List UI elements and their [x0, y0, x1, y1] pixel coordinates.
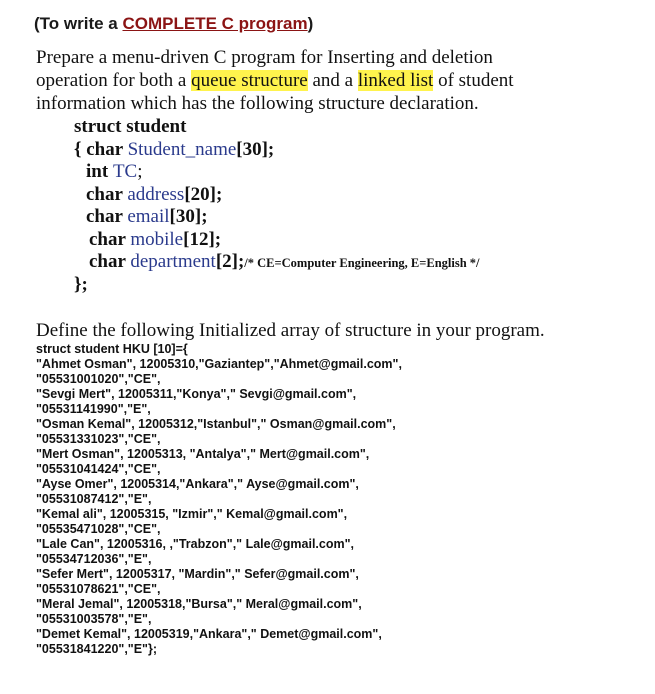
field-student-name: Student_name: [127, 139, 237, 160]
intro-line-2-middle: and a: [307, 70, 358, 91]
array-line: "Mert Osman", 12005313, "Antalya"," Mert@gmail.com",: [36, 447, 370, 461]
intro-line-2-after: of student: [433, 70, 514, 91]
highlight-linked-list: linked list: [357, 70, 434, 91]
struct-line-6-size: [12];: [183, 229, 222, 250]
struct-line-2-size: [30];: [236, 139, 275, 160]
struct-line-1: [74, 116, 186, 139]
struct-line-2-type: { char: [74, 139, 128, 160]
assignment-heading: [34, 14, 313, 34]
struct-line-3: [86, 161, 143, 184]
struct-line-5-size: [30];: [169, 206, 208, 227]
define-instruction: Define the following Initialized array of structure in your program.: [36, 320, 545, 341]
field-mobile: mobile: [130, 229, 184, 250]
struct-line-2: [74, 139, 274, 162]
array-line: "Lale Can", 12005316, ,"Trabzon"," Lale@gmail.com",: [36, 537, 354, 551]
array-line: "05531087412","E",: [36, 492, 152, 506]
struct-line-4-size: [20];: [184, 184, 223, 205]
intro-line-1: Prepare a menu-driven C program for Inserting and deletion: [36, 47, 493, 68]
array-line: "Ahmet Osman", 12005310,"Gaziantep","Ahmet@gmail.com",: [36, 357, 402, 371]
struct-line-4-type: char: [86, 184, 128, 205]
struct-line-3-type: int: [86, 161, 113, 182]
field-tc: TC: [112, 161, 138, 182]
array-line: "05531041424","CE",: [36, 462, 161, 476]
field-email: email: [127, 206, 170, 227]
intro-paragraph: [36, 46, 596, 115]
struct-line-5: [86, 206, 208, 229]
field-department: department: [130, 251, 216, 272]
intro-line-3: information which has the following structure declaration.: [36, 93, 479, 114]
array-line: "05535471028","CE",: [36, 522, 161, 536]
struct-line-7: [89, 251, 480, 275]
heading-open: (To write a: [34, 14, 123, 33]
heading-emphasis: COMPLETE C program: [122, 14, 308, 33]
array-line: "Kemal ali", 12005315, "Izmir"," Kemal@gmail.com",: [36, 507, 348, 521]
array-line: "Sevgi Mert", 12005311,"Konya"," Sevgi@gmail.com",: [36, 387, 357, 401]
array-line: "Demet Kemal", 12005319,"Ankara"," Demet@gmail.com",: [36, 627, 382, 641]
intro-line-2-before: operation for both a: [36, 70, 192, 91]
field-address: address: [127, 184, 185, 205]
struct-line-4: [86, 184, 222, 207]
array-line: "05531003578","E",: [36, 612, 152, 626]
array-line: "Meral Jemal", 12005318,"Bursa"," Meral@gmail.com",: [36, 597, 362, 611]
struct-line-5-type: char: [86, 206, 128, 227]
struct-line-3-end: ;: [137, 161, 143, 182]
struct-line-6-type: char: [89, 229, 131, 250]
intro-line-2: [36, 69, 596, 92]
array-line: "05531841220","E"};: [36, 642, 158, 656]
array-line: "05531001020","CE",: [36, 372, 161, 386]
array-line: struct student HKU [10]={: [36, 342, 188, 356]
department-comment: /* CE=Computer Engineering, E=English */: [244, 256, 480, 270]
struct-keyword: struct student: [74, 116, 187, 137]
array-initializer: [36, 342, 402, 657]
heading-close: ): [307, 14, 314, 33]
array-line: "Sefer Mert", 12005317, "Mardin"," Sefer@gmail.com",: [36, 567, 359, 581]
array-line: "Osman Kemal", 12005312,"Istanbul"," Osman@gmail.com",: [36, 417, 396, 431]
struct-close: };: [74, 274, 88, 295]
array-line: "Ayse Omer", 12005314,"Ankara"," Ayse@gmail.com",: [36, 477, 359, 491]
struct-line-8: [74, 274, 88, 297]
highlight-queue-structure: queue structure: [191, 70, 308, 91]
array-line: "05534712036","E",: [36, 552, 152, 566]
array-line: "05531141990","E",: [36, 402, 151, 416]
array-line: "05531078621","CE",: [36, 582, 161, 596]
array-line: "05531331023","CE",: [36, 432, 161, 446]
struct-line-7-type: char: [89, 251, 131, 272]
struct-line-7-size: [2];: [215, 251, 245, 272]
struct-line-6: [89, 229, 221, 252]
